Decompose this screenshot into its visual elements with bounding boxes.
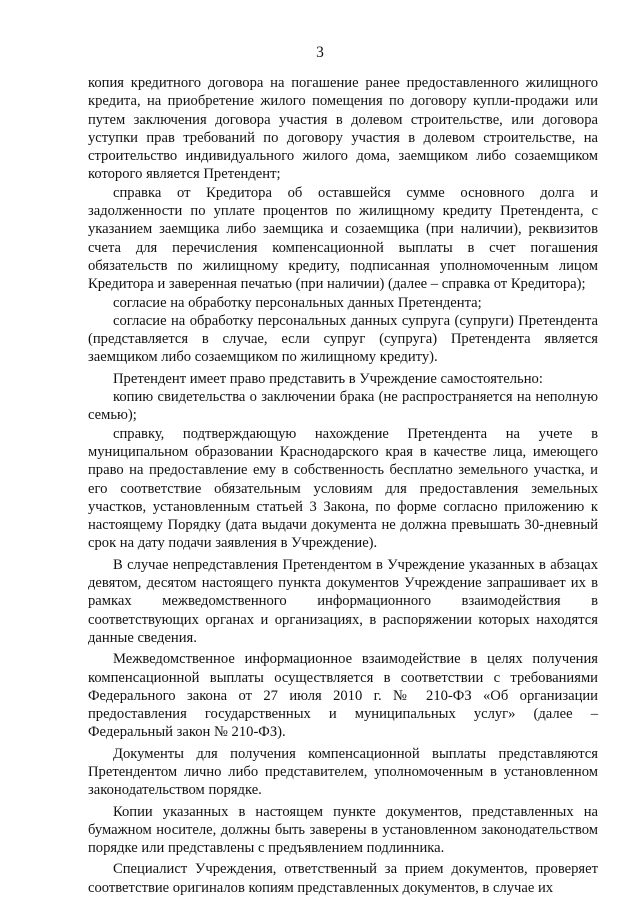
paragraph: Претендент имеет право представить в Учреждение самостоятельно:: [113, 370, 543, 387]
paragraph: копия кредитного договора на погашение ранее предоставленного жилищного кредита, на приобретение жилого помещения по договору купли-продажи или путем заключения договора участия в долевом строительстве, или договора уступки прав требований по договору участия в долевом строительстве, на строительство индивидуального жилого дома, заемщиком либо созаемщиком которого является Претендент;: [88, 75, 598, 183]
paragraph: Документы для получения компенсационной выплаты представляются Претендентом лично либо представителем, уполномоченным в установленном законодательством порядке.: [88, 745, 598, 799]
page-number: 3: [316, 44, 324, 61]
paragraph: справка от Кредитора об оставшейся сумме основного долга и задолженности по уплате процентов по жилищному кредиту Претендента, с указанием заемщика либо заемщика и созаемщика (при наличии), реквизитов счета для перечисления компенсационной выплаты в счет погашения обязательств по жилищному кредиту, подписанная уполномоченным лицом Кредитора и заверенная печатью (при наличии) (далее – справка от Кредитора);: [88, 184, 598, 293]
paragraph: В случае непредставления Претендентом в Учреждение указанных в абзацах девятом, десятом настоящего пункта документов Учреждение запрашивает их в рамках межведомственного информационного взаимодействия в соответствующих органах и организациях, в распоряжении которых находятся данные сведения.: [88, 556, 598, 646]
paragraph: Межведомственное информационное взаимодействие в целях получения компенсационной выплаты осуществляется в соответствии с требованиями Федерального закона от 27 июля 2010 г. № 210-ФЗ «Об организации предоставления государственных и муниципальных услуг» (далее – Федеральный закон № 210-ФЗ).: [88, 651, 598, 741]
paragraph: копию свидетельства о заключении брака (не распространяется на неполную семью);: [88, 389, 598, 424]
paragraph: Копии указанных в настоящем пункте документов, представленных на бумажном носителе, должны быть заверены в установленном законодательством порядке или представлены с предъявлением подлинника.: [88, 803, 598, 857]
paragraph: Специалист Учреждения, ответственный за прием документов, проверяет соответствие оригиналов копиям представленных документов, в случае их: [88, 861, 598, 896]
paragraph: согласие на обработку персональных данных Претендента;: [113, 294, 482, 311]
paragraph: согласие на обработку персональных данных супруга (супруги) Претендента (представляется в случае, если супруг (супруга) Претендента является заемщиком либо созаемщиком по жилищному кредиту).: [88, 312, 598, 366]
paragraph: справку, подтверждающую нахождение Претендента на учете в муниципальном образовании Краснодарского края в качестве лица, имеющего право на предоставление ему в собственность бесплатно земельного участка, и его соответствие обязательным условиям для предоставления земельных участков, установленным статьей 3 Закона, по форме согласно приложению к настоящему Порядку (дата выдачи документа не должна превышать 30-дневный срок на дату подачи заявления в Учреждение).: [88, 425, 598, 552]
body-text: [88, 74, 598, 897]
